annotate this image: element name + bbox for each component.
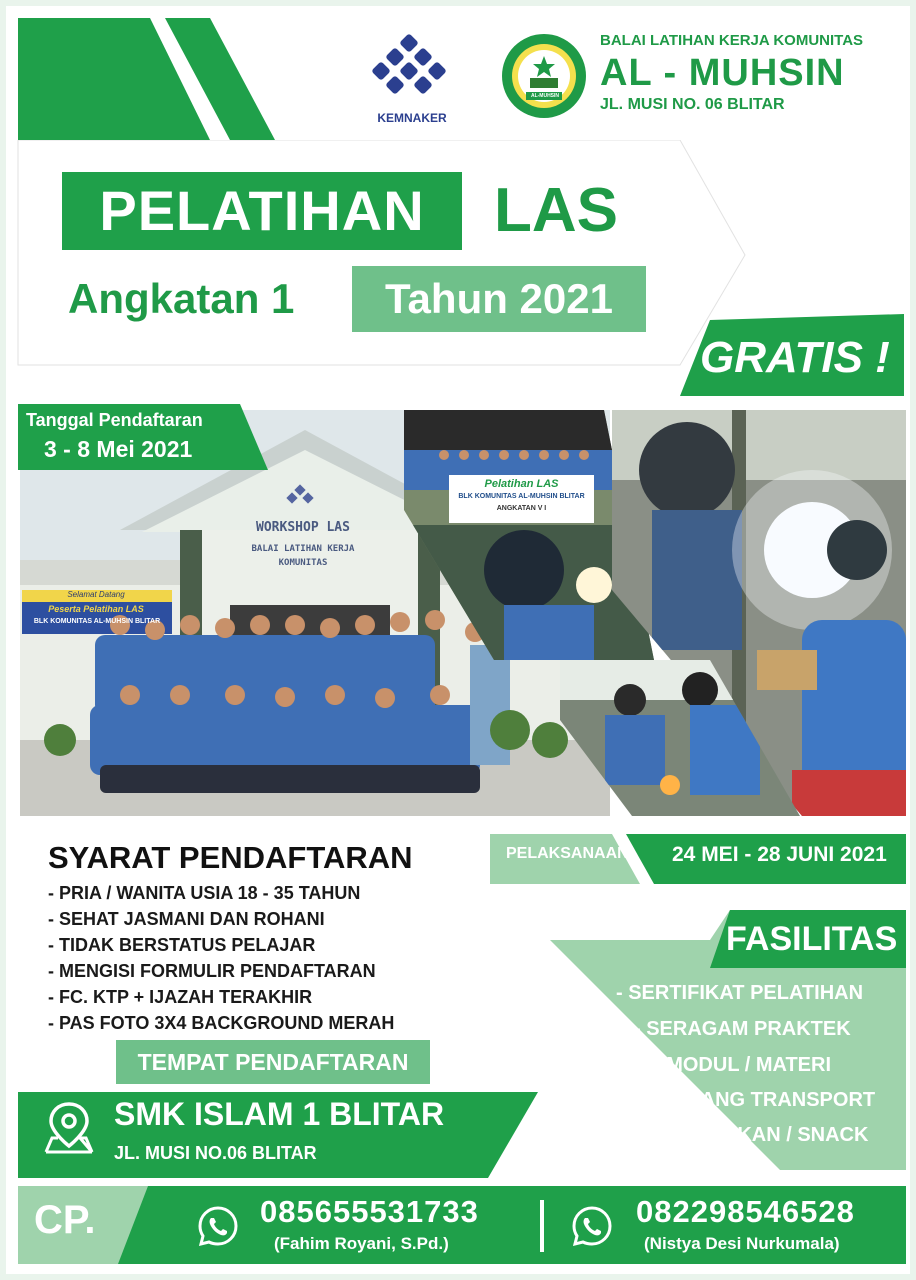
requirements-list — [48, 880, 394, 1036]
seal-banner-text: AL-MUHSIN — [530, 93, 560, 99]
org-address: JL. MUSI NO. 06 BLITAR — [600, 96, 785, 113]
welcome-banner1: Selamat Datang — [67, 590, 125, 599]
requirement-item: - TIDAK BERSTATUS PELAJAR — [48, 935, 316, 955]
facility-item: - SERAGAM PRAKTEK — [634, 1018, 851, 1040]
grinder-photo — [560, 660, 800, 816]
group-banner1: Pelatihan LAS — [484, 478, 559, 490]
requirement-item: - FC. KTP + IJAZAH TERAKHIR — [48, 987, 313, 1007]
whatsapp-icon[interactable] — [570, 1204, 614, 1248]
top-left-stripes — [0, 0, 300, 140]
title-batch: Angkatan 1 — [68, 275, 295, 322]
requirement-item: - SEHAT JASMANI DAN ROHANI — [48, 909, 325, 929]
group-banner2: BLK KOMUNITAS AL-MUHSIN BLITAR — [458, 493, 585, 500]
venue-label: TEMPAT PENDAFTARAN — [137, 1049, 409, 1075]
registration-date-value: 3 - 8 Mei 2021 — [44, 436, 193, 462]
group-banner3: ANGKATAN V I — [496, 505, 547, 512]
requirement-item: - PAS FOTO 3X4 BACKGROUND MERAH — [48, 1013, 395, 1033]
requirement-item: - MENGISI FORMULIR PENDAFTARAN — [48, 961, 376, 981]
title-word2: LAS — [494, 176, 618, 245]
location-pin-icon — [42, 1100, 96, 1156]
venue-name: SMK ISLAM 1 BLITAR — [114, 1096, 445, 1132]
org-name: AL - MUHSIN — [600, 52, 845, 94]
contact-phone2[interactable]: 082298546528 — [636, 1194, 855, 1229]
building-sign3: KOMUNITAS — [278, 558, 328, 568]
facility-item: - SERTIFIKAT PELATIHAN — [616, 982, 864, 1004]
title-word1: PELATIHAN — [99, 179, 425, 242]
contact-name1: (Fahim Royani, S.Pd.) — [274, 1234, 449, 1253]
registration-date-label: Tanggal Pendaftaran — [26, 410, 203, 430]
seal-emblem-icon — [500, 32, 588, 120]
building-sign1: WORKSHOP LAS — [256, 520, 350, 535]
kemnaker-emblem-icon — [372, 34, 452, 104]
welcome-banner2: Peserta Pelatihan LAS — [48, 604, 144, 614]
al-muhsin-seal — [500, 32, 588, 120]
facility-item: - UANG TRANSPORT — [674, 1089, 876, 1111]
schedule-label: PELAKSANAAN — [506, 845, 629, 862]
kemnaker-label: KEMNAKER — [377, 111, 447, 125]
facilities-title: FASILITAS — [726, 920, 898, 958]
requirements-title: SYARAT PENDAFTARAN — [48, 840, 413, 875]
org-line1: BALAI LATIHAN KERJA KOMUNITAS — [600, 32, 864, 49]
gratis-label: GRATIS ! — [700, 333, 890, 382]
kemnaker-logo — [372, 34, 452, 124]
title-year: Tahun 2021 — [385, 275, 613, 322]
requirement-item: - PRIA / WANITA USIA 18 - 35 TAHUN — [48, 883, 361, 903]
welcome-banner3: BLK KOMUNITAS AL-MUHSIN BLITAR — [33, 618, 161, 625]
facility-item: - MAKAN / SNACK — [694, 1124, 869, 1146]
facility-item: - MODUL / MATERI — [654, 1054, 832, 1076]
contact-divider — [540, 1200, 544, 1252]
cp-label: CP. — [34, 1198, 96, 1242]
contact-phone1[interactable]: 085655531733 — [260, 1194, 479, 1229]
contact-name2: (Nistya Desi Nurkumala) — [644, 1234, 840, 1253]
building-sign2: BALAI LATIHAN KERJA — [251, 544, 355, 554]
schedule-value: 24 MEI - 28 JUNI 2021 — [672, 843, 887, 866]
whatsapp-icon[interactable] — [196, 1204, 240, 1248]
venue-address: JL. MUSI NO.06 BLITAR — [114, 1143, 317, 1163]
